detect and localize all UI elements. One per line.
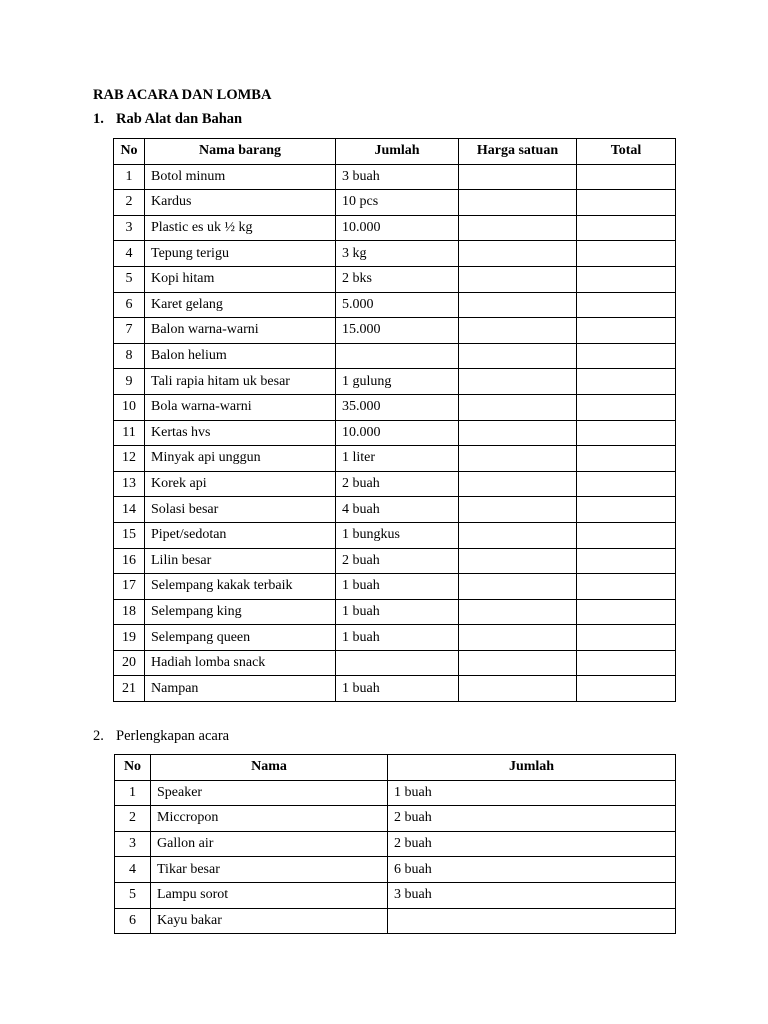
table-cell: 15.000 [336,318,459,344]
table-cell: Kayu bakar [151,908,388,934]
table-row [115,831,676,857]
table-cell [577,343,676,369]
table-alat-bahan [113,138,676,702]
table-cell [577,215,676,241]
table-cell [577,292,676,318]
table-cell [459,471,577,497]
table-row [114,471,676,497]
table-cell [577,190,676,216]
table-cell [459,574,577,600]
table-row [114,599,676,625]
table-cell: 1 buah [336,676,459,702]
table-cell: 1 buah [336,625,459,651]
section-1-label: Rab Alat dan Bahan [116,111,243,127]
table-row [114,369,676,395]
table-cell: Tali rapia hitam uk besar [145,369,336,395]
table-cell [459,343,577,369]
table-row [114,318,676,344]
table-cell: Minyak api unggun [145,446,336,472]
section-2-number: 2. [93,728,104,744]
table-cell: 14 [114,497,145,523]
table-cell: 2 buah [388,806,676,832]
table-cell: Botol minum [145,164,336,190]
table-cell: 8 [114,343,145,369]
table-cell: 4 buah [336,497,459,523]
table-cell: 1 buah [336,599,459,625]
table-cell: 5.000 [336,292,459,318]
table-row [114,215,676,241]
table-cell: Tepung terigu [145,241,336,267]
table-row [114,420,676,446]
table-cell [459,676,577,702]
table-cell: 1 liter [336,446,459,472]
table-cell [577,676,676,702]
table-row [114,241,676,267]
table-cell: 13 [114,471,145,497]
section-1-heading [93,111,242,128]
table-perlengkapan [114,754,676,934]
table-cell: Balon warna-warni [145,318,336,344]
table-cell: 4 [114,241,145,267]
table-cell: 12 [114,446,145,472]
table-cell: Speaker [151,780,388,806]
table-cell: Gallon air [151,831,388,857]
column-header: Jumlah [336,139,459,165]
table-cell: Kertas hvs [145,420,336,446]
table-cell [577,394,676,420]
table-cell: 15 [114,522,145,548]
table-cell: 2 bks [336,266,459,292]
table-row [114,650,676,676]
table-cell [577,625,676,651]
table-cell [459,318,577,344]
table-cell: Selempang kakak terbaik [145,574,336,600]
table-row [115,780,676,806]
table-cell: Nampan [145,676,336,702]
table-header-row [114,139,676,165]
section-2-label: Perlengkapan acara [116,728,230,744]
column-header: Harga satuan [459,139,577,165]
table-cell: 3 [114,215,145,241]
table-cell: 6 buah [388,857,676,883]
table-cell: 10.000 [336,215,459,241]
table-cell: 11 [114,420,145,446]
table-cell [459,266,577,292]
table-cell: 3 kg [336,241,459,267]
table-row [115,857,676,883]
table-cell [459,164,577,190]
table-cell: 16 [114,548,145,574]
table-cell [459,369,577,395]
table-row [114,522,676,548]
table-cell [577,318,676,344]
table-row [114,446,676,472]
table-cell [459,599,577,625]
section-1-number: 1. [93,111,104,127]
table-row [114,164,676,190]
table-cell [577,266,676,292]
table-cell: Lampu sorot [151,882,388,908]
column-header: Nama [151,755,388,781]
column-header: Total [577,139,676,165]
table-cell: 17 [114,574,145,600]
table-row [114,190,676,216]
table-cell [577,574,676,600]
column-header: No [115,755,151,781]
table-row [114,292,676,318]
table-cell: 1 bungkus [336,522,459,548]
table-cell: 10 [114,394,145,420]
table-cell [577,650,676,676]
table-cell [577,241,676,267]
table-cell: 4 [115,857,151,883]
table-cell: Solasi besar [145,497,336,523]
table-row [114,394,676,420]
column-header: Jumlah [388,755,676,781]
table-cell: 18 [114,599,145,625]
table-cell [459,420,577,446]
table-cell: 1 buah [336,574,459,600]
table-cell: Selempang king [145,599,336,625]
table-cell: 6 [114,292,145,318]
table-cell [577,446,676,472]
section-2-heading [93,728,229,745]
table-cell [459,292,577,318]
table-row [114,548,676,574]
table-cell: 2 buah [336,548,459,574]
table-cell: 2 [115,806,151,832]
table-cell [577,548,676,574]
table-cell: Kopi hitam [145,266,336,292]
table-cell: 9 [114,369,145,395]
table-cell [577,522,676,548]
table-cell: 10.000 [336,420,459,446]
table-row [114,497,676,523]
table-cell: Miccropon [151,806,388,832]
table-cell: 1 buah [388,780,676,806]
table-cell: 1 gulung [336,369,459,395]
table-row [115,882,676,908]
table-row [114,266,676,292]
table-cell: Plastic es uk ½ kg [145,215,336,241]
table-header-row [115,755,676,781]
table-cell: Karet gelang [145,292,336,318]
table-cell: 1 [114,164,145,190]
table-cell: Bola warna-warni [145,394,336,420]
table-cell [577,164,676,190]
table-cell: 5 [114,266,145,292]
table-row [114,625,676,651]
table-row [115,806,676,832]
column-header: Nama barang [145,139,336,165]
table-cell [459,625,577,651]
table-cell: Korek api [145,471,336,497]
table-cell: 3 [115,831,151,857]
table-cell [459,497,577,523]
table-cell [577,420,676,446]
table-cell: Selempang queen [145,625,336,651]
table-cell: Balon helium [145,343,336,369]
table-cell: Kardus [145,190,336,216]
table-cell [459,215,577,241]
table-row [114,343,676,369]
table-cell [577,471,676,497]
table-cell: 3 buah [336,164,459,190]
column-header: No [114,139,145,165]
table-cell: 2 [114,190,145,216]
table-cell: Hadiah lomba snack [145,650,336,676]
table-cell: 21 [114,676,145,702]
table-cell: 35.000 [336,394,459,420]
table-cell: 3 buah [388,882,676,908]
table-cell: Pipet/sedotan [145,522,336,548]
table-cell [459,394,577,420]
table-cell: 2 buah [336,471,459,497]
table-cell [577,369,676,395]
table-cell: 2 buah [388,831,676,857]
table-cell [459,241,577,267]
table-cell [336,650,459,676]
document-title: RAB ACARA DAN LOMBA [93,87,272,103]
table-cell: 5 [115,882,151,908]
table-cell: 1 [115,780,151,806]
table-cell [577,599,676,625]
table-cell: Tikar besar [151,857,388,883]
table-cell [577,497,676,523]
table-cell [459,446,577,472]
table-cell: Lilin besar [145,548,336,574]
table-row [114,574,676,600]
table-cell [388,908,676,934]
table-cell: 6 [115,908,151,934]
table-row [114,676,676,702]
table-cell [459,650,577,676]
table-cell: 10 pcs [336,190,459,216]
table-cell: 19 [114,625,145,651]
table-cell [459,190,577,216]
table-cell: 7 [114,318,145,344]
table-row [115,908,676,934]
table-cell [459,548,577,574]
table-cell: 20 [114,650,145,676]
table-cell [459,522,577,548]
table-cell [336,343,459,369]
